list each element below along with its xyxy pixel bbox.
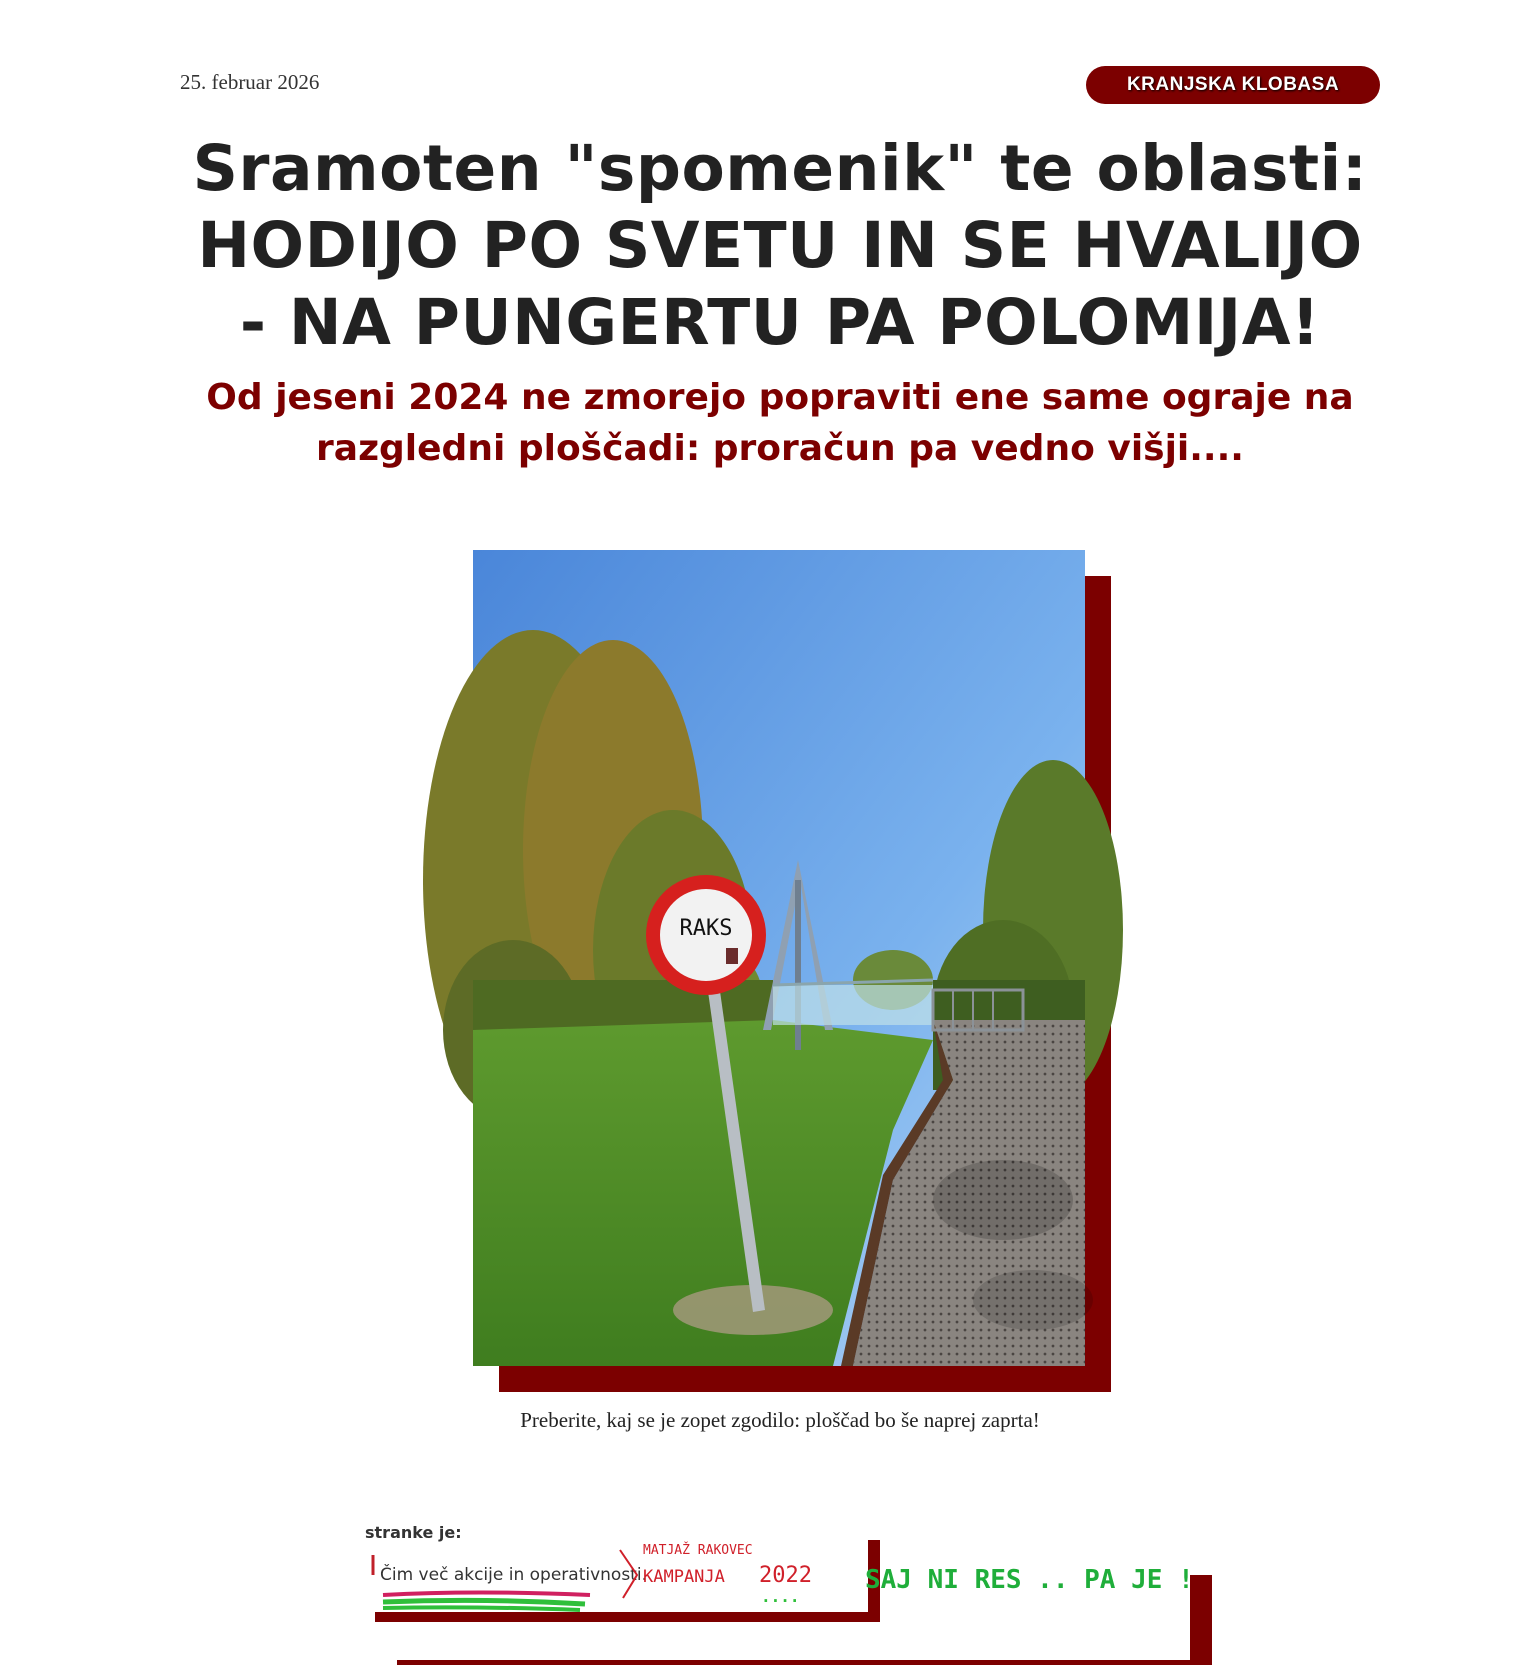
green-handwritten-note: SAJ NI RES .. PA JE ! [865,1565,1194,1595]
note-dots: .... [761,1587,800,1606]
article-headline [150,130,1410,361]
subtitle-line-1: Od jeseni 2024 ne zmorejo popraviti ene same ograje na [206,377,1354,418]
note-kampanja: KAMPANJA [643,1567,725,1587]
photo-caption: Preberite, kaj se je zopet zgodilo: ploščad bo še naprej zaprta! [520,1408,1040,1432]
note-year: 2022 [759,1563,812,1588]
article-date: 25. februar 2026 [180,70,320,94]
embedded-screenshot-image[interactable] [365,1523,1194,1660]
note-name: MATJAŽ RAKOVEC [643,1543,753,1558]
category-badge[interactable]: KRANJSKA KLOBASA [1086,66,1380,104]
svg-text:RAKS: RAKS [679,916,733,941]
article-photo[interactable] [473,550,1085,1366]
headline-line-1: Sramoten "spomenik" te oblasti: [192,132,1368,205]
article-subtitle [170,372,1390,474]
screenshot-quote: Čim več akcije in operativnosti. [380,1565,647,1585]
headline-line-3: - NA PUNGERTU PA POLOMIJA! [239,286,1321,359]
headline-line-2: HODIJO PO SVETU IN SE HVALIJO [197,209,1363,282]
subtitle-line-2: razgledni ploščadi: proračun pa vedno višji.... [316,428,1244,469]
cut-off-text: stranke je: [365,1523,462,1542]
